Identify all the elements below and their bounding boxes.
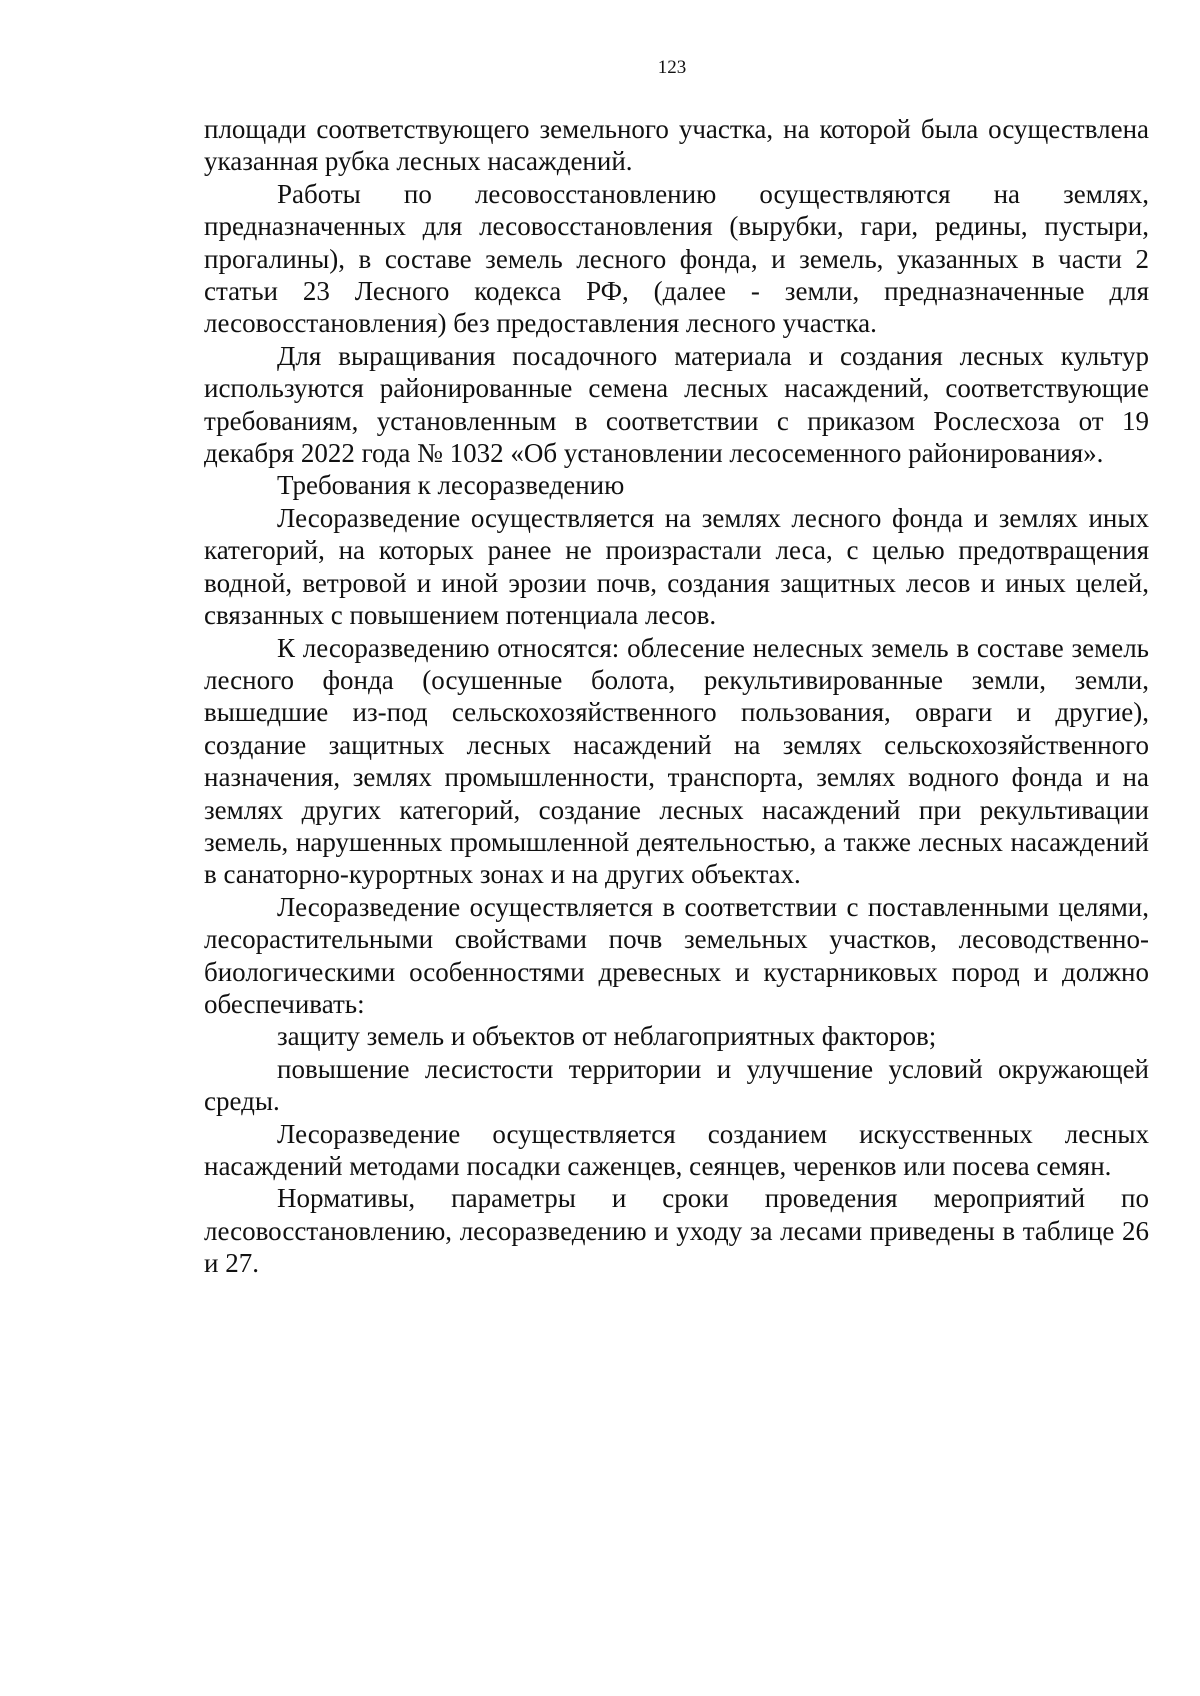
paragraph-continuation: площади соответствующего земельного участка, на которой была осуществлена указанная рубка лесных насаждений. <box>204 114 1149 177</box>
list-item-land-protection: защиту земель и объектов от неблагоприятных факторов; <box>277 1021 937 1052</box>
section-heading-afforestation-requirements: Требования к лесоразведению <box>277 470 625 501</box>
document-body <box>204 113 1149 1280</box>
paragraph-tables-reference: Нормативы, параметры и сроки проведения мероприятий по лесовосстановлению, лесоразведению и уходу за лесами приведены в таблице 26 и 27. <box>204 1183 1149 1279</box>
paragraph-afforestation-goals: Лесоразведение осуществляется в соответствии с поставленными целями, лесорастительными свойствами почв земельных участков, лесоводственно-биологическими особенностями древесных и кустарниковых пород и должно обеспечивать: <box>204 891 1149 1019</box>
list-item-forest-cover: повышение лесистости территории и улучшение условий окружающей среды. <box>204 1053 1149 1117</box>
paragraph-reforestation-works: Работы по лесовосстановлению осуществляются на землях, предназначенных для лесовосстановления (вырубки, гари, редины, пустыри, прогалины), в составе земель лесного фонда, и земель, указанных в части 2 статьи 23 Лесного кодекса РФ, (далее - земли, предназначенные для лесовосстановления) без предоставления лесного участка. <box>204 178 1149 339</box>
page-number: 123 <box>657 57 687 78</box>
paragraph-afforestation-methods: Лесоразведение осуществляется созданием искусственных лесных насаждений методами посадки саженцев, сеянцев, черенков или посева семян. <box>204 1118 1149 1181</box>
paragraph-afforestation-types: К лесоразведению относятся: облесение нелесных земель в составе земель лесного фонда (осушенные болота, рекультивированные земли, земли, вышедшие из-под сельскохозяйственного пользования, овраги и другие), создание защитных лесных насаждений на землях сельскохозяйственного назначения, землях промышленности, транспорта, землях водного фонда и на землях других категорий, создание лесных насаждений при рекультивации земель, нарушенных промышленной деятельностью, а также лесных насаждений в санаторно-курортных зонах и на других объектах. <box>204 632 1149 890</box>
paragraph-afforestation-definition: Лесоразведение осуществляется на землях лесного фонда и землях иных категорий, на которых ранее не произрастали леса, с целью предотвращения водной, ветровой и иной эрозии почв, создания защитных лесов и иных целей, связанных с повышением потенциала лесов. <box>204 502 1149 631</box>
paragraph-seed-material: Для выращивания посадочного материала и создания лесных культур используются районированные семена лесных насаждений, соответствующие требованиям, установленным в соответствии с приказом Рослесхоза от 19 декабря 2022 года № 1032 «Об установлении лесосеменного районирования». <box>204 340 1149 469</box>
